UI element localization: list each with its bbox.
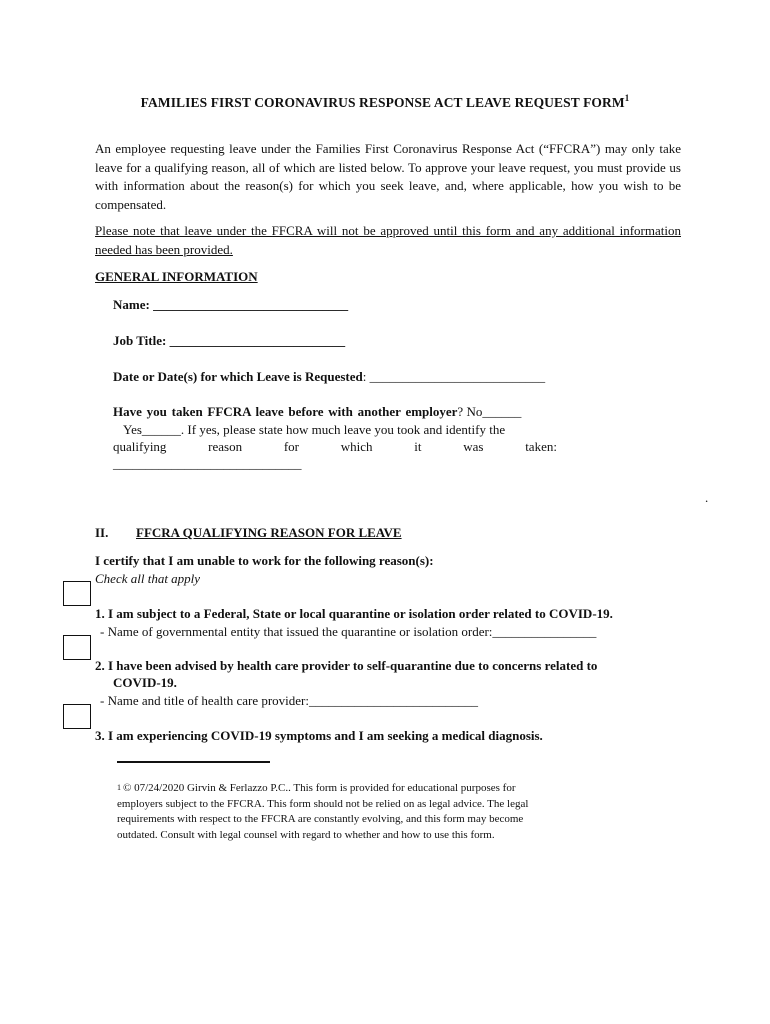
justified-word: which xyxy=(340,439,373,454)
footnote-line: © 07/24/2020 Girvin & Ferlazzo P.C.. This form is provided for educational purposes for xyxy=(123,782,516,794)
reason-2-provider-field[interactable]: - Name and title of health care provider:__________________________ xyxy=(100,693,478,708)
section-heading: FFCRA QUALIFYING REASON FOR LEAVE xyxy=(136,525,402,540)
reason-1-checkbox[interactable] xyxy=(63,581,91,606)
check-all-instruction: Check all that apply xyxy=(95,571,201,586)
reason-3-label: 3. I am experiencing COVID-19 symptoms and I am seeking a medical diagnosis. xyxy=(95,728,543,743)
reason-2-checkbox[interactable] xyxy=(63,635,91,660)
footnote xyxy=(117,780,617,843)
footnote-separator xyxy=(117,761,270,763)
job-title-field[interactable]: Job Title: ___________________________ xyxy=(113,333,346,348)
certify-statement: I certify that I am unable to work for the following reason(s): xyxy=(95,553,434,568)
justified-word: for xyxy=(283,439,300,454)
reason-2-label-continued: COVID-19. xyxy=(113,675,177,690)
form-title xyxy=(0,93,770,111)
reason-1-label: 1. I am subject to a Federal, State or local quarantine or isolation order related to COVID-19. xyxy=(95,606,613,621)
reason-2-label: 2. I have been advised by health care provider to self-quarantine due to concerns related to xyxy=(95,658,598,673)
prior-leave-question xyxy=(113,403,558,420)
reason-1-entity-field[interactable]: - Name of governmental entity that issued the quarantine or isolation order:________________ xyxy=(100,624,597,639)
section-number: II. xyxy=(95,525,109,540)
title-footnote-ref: 1 xyxy=(624,93,630,103)
general-information-heading: GENERAL INFORMATION xyxy=(95,269,258,284)
reason-3-checkbox[interactable] xyxy=(63,704,91,729)
leave-dates-label: Date or Date(s) for which Leave is Requested xyxy=(113,369,363,384)
footnote-line: requirements with respect to the FFCRA are constantly evolving, and this form may become xyxy=(117,813,524,825)
prior-leave-no-field[interactable]: ? No______ xyxy=(457,404,522,419)
prior-leave-yes-field[interactable]: Yes______. If yes, please state how much leave you took and identify the xyxy=(123,422,506,437)
name-field[interactable]: Name: ______________________________ xyxy=(113,297,349,312)
footnote-marker: 1 xyxy=(117,783,121,792)
justified-word: was xyxy=(463,439,484,454)
justified-word: taken: xyxy=(525,439,557,454)
intro-paragraph: An employee requesting leave under the Families First Coronavirus Response Act (“FFCRA”) may only take leave for a qualifying reason, all of which are listed below. To approve your leave request, you must provide us with information about the reason(s) for which you seek leave, and, where applicable, how you wish to be compensated. xyxy=(95,141,681,212)
form-title-text: FAMILIES FIRST CORONAVIRUS RESPONSE ACT LEAVE REQUEST FORM xyxy=(140,95,625,110)
qualifying-reason-blank[interactable]: _____________________________ xyxy=(113,456,302,471)
stray-dot: . xyxy=(705,490,709,505)
leave-dates-blank[interactable]: : ___________________________ xyxy=(362,369,546,384)
justified-word: reason xyxy=(208,439,243,454)
prior-leave-question-text: Have you taken FFCRA leave before with another employer xyxy=(113,404,458,419)
footnote-line: outdated. Consult with legal counsel with regard to whether and how to use this form. xyxy=(117,828,495,841)
approval-note: Please note that leave under the FFCRA will not be approved until this form and any additional information needed has been provided. xyxy=(95,223,681,257)
justified-word: qualifying xyxy=(113,439,167,454)
justified-word: it xyxy=(414,439,422,454)
footnote-line: employers subject to the FFCRA. This form should not be relied on as legal advice. The legal xyxy=(117,797,529,810)
qualifying-reason-line xyxy=(113,438,557,455)
leave-dates-field[interactable] xyxy=(113,368,545,385)
